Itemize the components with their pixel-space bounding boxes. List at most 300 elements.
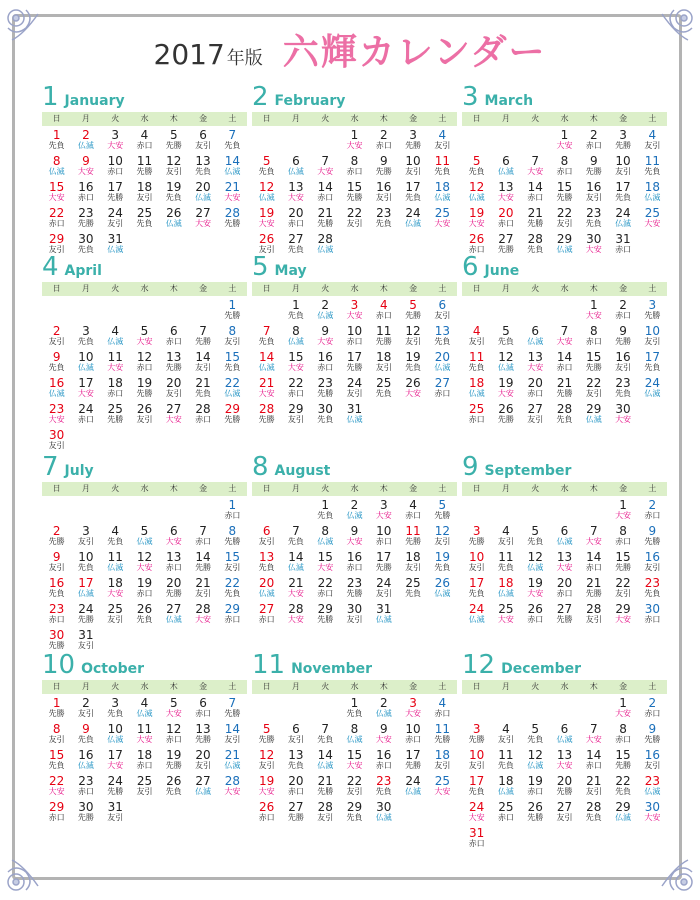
rokuyo-label: 仏滅 [585,415,602,424]
rokuyo-label: 先負 [224,589,241,598]
day-cell [71,377,100,403]
day-number: 29 [224,402,240,416]
day-number: 30 [49,628,65,642]
rokuyo-label: 赤口 [375,537,392,546]
weekday-label: 金 [199,484,208,493]
rokuyo-label: 仏滅 [317,311,334,320]
day-cell [579,403,608,429]
day-cell [369,697,398,723]
day-cell [369,551,398,577]
day-cell [42,155,71,181]
rokuyo-label: 先負 [644,167,661,176]
day-number: 6 [169,324,178,338]
day-cell [491,577,520,603]
day-number: 1 [560,128,569,142]
month-block [252,82,457,272]
day-cell [462,827,491,853]
day-number: 15 [224,350,240,364]
month-name: October [81,661,145,677]
day-cell [398,207,427,233]
month-header [252,252,457,280]
rokuyo-label: 仏滅 [615,219,632,228]
weekday-label: 月 [501,114,510,123]
day-number: 22 [49,774,65,788]
weekday-label: 木 [169,484,178,493]
day-cell [521,723,550,749]
day-number: 10 [78,350,94,364]
day-number: 17 [469,576,485,590]
day-cell [71,207,100,233]
day-cell [218,403,247,429]
day-number: 8 [321,524,330,538]
day-cell [638,723,667,749]
day-cell [340,775,369,801]
day-cell [281,325,310,351]
day-number: 6 [438,298,447,312]
day-cell [340,723,369,749]
rokuyo-label: 赤口 [468,415,485,424]
day-number: 29 [224,602,240,616]
empty-cell [101,299,130,325]
empty-cell [550,299,579,325]
weekday-label: 火 [321,284,330,293]
rokuyo-label: 仏滅 [287,563,304,572]
rokuyo-label: 仏滅 [258,193,275,202]
day-number: 3 [82,524,90,538]
month-number: 3 [462,82,479,112]
month-block [42,82,247,272]
month-name: June [484,263,520,279]
month-block [462,650,667,848]
day-number: 24 [469,800,485,814]
day-cell [218,603,247,629]
rokuyo-label: 先負 [346,813,363,822]
day-number: 23 [644,774,660,788]
day-cell [550,181,579,207]
day-cell [398,749,427,775]
day-cell [579,525,608,551]
day-number: 30 [78,800,94,814]
rokuyo-label: 先負 [527,735,544,744]
day-cell [252,155,281,181]
rokuyo-label: 先勝 [497,245,514,254]
day-number: 4 [502,722,510,736]
weekday-label: 水 [140,484,149,493]
rokuyo-label: 仏滅 [317,761,334,770]
day-cell [42,801,71,827]
day-number: 16 [376,748,392,762]
rokuyo-label: 友引 [375,589,392,598]
day-cell [252,351,281,377]
day-number: 20 [288,774,304,788]
rokuyo-label: 先負 [258,563,275,572]
rokuyo-label: 赤口 [468,245,485,254]
day-number: 7 [531,154,540,168]
day-number: 7 [262,324,271,338]
day-cell [71,775,100,801]
rokuyo-label: 大安 [136,337,153,346]
rokuyo-label: 赤口 [77,193,94,202]
rokuyo-label: 先負 [136,615,153,624]
day-cell [71,129,100,155]
day-cell [159,603,188,629]
day-number: 7 [228,128,237,142]
day-cell [42,697,71,723]
rokuyo-label: 先負 [375,219,392,228]
weekday-label: 土 [438,284,447,293]
empty-cell [281,129,310,155]
day-number: 9 [619,324,627,338]
day-number: 25 [136,206,153,220]
month-name: August [274,463,331,479]
rokuyo-label: 仏滅 [287,337,304,346]
day-number: 18 [498,576,514,590]
weekday-label: 日 [472,682,481,691]
weekday-label: 日 [472,114,481,123]
rokuyo-label: 大安 [224,787,241,796]
weekday-header [42,680,247,694]
day-cell [579,299,608,325]
day-cell [252,181,281,207]
day-cell [369,129,398,155]
day-cell [340,129,369,155]
day-number: 13 [556,748,573,762]
weekday-label: 火 [531,284,540,293]
rokuyo-label: 仏滅 [287,167,304,176]
day-grid [252,129,457,259]
rokuyo-label: 先負 [258,337,275,346]
day-number: 4 [409,498,417,512]
empty-cell [188,299,217,325]
day-cell [130,723,159,749]
day-cell [521,377,550,403]
rokuyo-label: 赤口 [434,389,451,398]
day-cell [369,499,398,525]
day-number: 30 [376,800,392,814]
rokuyo-label: 大安 [48,787,65,796]
day-cell [71,603,100,629]
month-number: 2 [252,82,269,112]
weekday-label: 金 [199,682,208,691]
rokuyo-label: 仏滅 [258,363,275,372]
day-cell [491,775,520,801]
rokuyo-label: 仏滅 [224,761,241,770]
rokuyo-label: 友引 [585,615,602,624]
day-number: 3 [409,696,417,710]
empty-cell [462,697,491,723]
day-number: 24 [78,602,94,616]
rokuyo-label: 先負 [287,537,304,546]
rokuyo-label: 先負 [224,363,241,372]
month-header [42,452,247,480]
day-cell [188,377,217,403]
day-cell [281,299,310,325]
rokuyo-label: 友引 [585,787,602,796]
rokuyo-label: 仏滅 [346,415,363,424]
rokuyo-label: 先負 [77,735,94,744]
weekday-label: 土 [228,484,237,493]
day-number: 18 [107,376,123,390]
day-cell [71,551,100,577]
day-number: 1 [619,498,627,512]
day-cell [340,499,369,525]
rokuyo-label: 仏滅 [405,219,422,228]
day-number: 5 [262,154,271,168]
day-number: 15 [586,350,602,364]
rokuyo-label: 赤口 [556,167,573,176]
day-number: 15 [49,180,65,194]
day-number: 24 [469,602,485,616]
day-cell [638,155,667,181]
day-cell [281,551,310,577]
rokuyo-label: 大安 [405,709,422,718]
rokuyo-label: 赤口 [585,141,602,150]
day-number: 18 [376,350,392,364]
rokuyo-label: 先負 [195,167,212,176]
rokuyo-label: 先負 [258,167,275,176]
rokuyo-label: 先負 [165,193,182,202]
day-number: 19 [259,774,275,788]
day-cell [369,723,398,749]
day-cell [281,775,310,801]
day-grid [252,697,457,827]
rokuyo-label: 大安 [434,787,451,796]
day-cell [340,351,369,377]
day-cell [281,351,310,377]
rokuyo-label: 友引 [644,761,661,770]
month-number: 1 [42,82,59,112]
rokuyo-label: 先負 [585,813,602,822]
rokuyo-label: 先負 [48,589,65,598]
month-block [462,252,667,442]
day-number: 10 [376,524,392,538]
day-number: 2 [52,524,61,538]
day-number: 10 [469,748,485,762]
day-number: 16 [317,350,333,364]
weekday-label: 火 [111,114,120,123]
rokuyo-label: 赤口 [195,537,212,546]
rokuyo-label: 大安 [346,141,363,150]
rokuyo-label: 大安 [107,141,124,150]
rokuyo-label: 先勝 [195,563,212,572]
day-cell [281,723,310,749]
day-cell [340,403,369,429]
rokuyo-label: 先勝 [405,537,422,546]
day-number: 6 [502,154,510,168]
day-number: 12 [527,550,543,564]
day-number: 21 [527,206,543,220]
weekday-header [462,680,667,694]
day-cell [188,325,217,351]
rokuyo-label: 先負 [434,563,451,572]
day-cell [550,377,579,403]
day-cell [188,551,217,577]
day-cell [462,723,491,749]
rokuyo-label: 友引 [224,337,241,346]
day-cell [159,181,188,207]
rokuyo-label: 先勝 [165,141,182,150]
rokuyo-label: 先勝 [585,589,602,598]
corner-ornament-icon [650,848,696,894]
rokuyo-label: 先勝 [644,311,661,320]
day-number: 8 [52,154,61,168]
day-cell [428,181,457,207]
day-cell [311,377,340,403]
day-number: 4 [438,128,447,142]
month-number: 7 [42,452,59,482]
day-cell [521,181,550,207]
day-number: 25 [644,206,660,220]
rokuyo-label: 先負 [317,511,334,520]
rokuyo-label: 先勝 [317,219,334,228]
day-number: 11 [469,350,485,364]
rokuyo-label: 先勝 [107,415,124,424]
rokuyo-label: 赤口 [556,363,573,372]
day-cell [188,351,217,377]
weekday-label: 火 [531,484,540,493]
day-number: 12 [166,154,182,168]
day-cell [252,775,281,801]
day-cell [638,499,667,525]
day-cell [608,775,637,801]
day-number: 30 [317,402,333,416]
weekday-label: 土 [648,484,657,493]
day-number: 3 [379,498,388,512]
day-grid [462,129,667,259]
day-number: 27 [166,602,182,616]
weekday-label: 火 [531,682,540,691]
rokuyo-label: 友引 [48,735,65,744]
day-cell [42,403,71,429]
day-number: 25 [107,402,123,416]
rokuyo-label: 先勝 [224,415,241,424]
day-cell [311,525,340,551]
day-cell [218,697,247,723]
rokuyo-label: 大安 [346,537,363,546]
day-number: 2 [379,696,388,710]
rokuyo-label: 赤口 [258,813,275,822]
rokuyo-label: 先負 [615,787,632,796]
day-cell [638,749,667,775]
weekday-label: 日 [52,682,61,691]
day-cell [608,723,637,749]
weekday-label: 月 [291,484,300,493]
day-cell [340,603,369,629]
rokuyo-label: 赤口 [48,615,65,624]
rokuyo-label: 先負 [48,363,65,372]
day-number: 14 [556,350,573,364]
rokuyo-label: 仏滅 [556,537,573,546]
day-cell [311,749,340,775]
day-number: 24 [78,402,94,416]
rokuyo-label: 仏滅 [224,389,241,398]
day-number: 23 [376,774,392,788]
day-number: 7 [560,324,569,338]
day-number: 29 [346,800,363,814]
rokuyo-label: 先勝 [405,761,422,770]
day-number: 25 [469,402,485,416]
day-number: 3 [472,524,481,538]
rokuyo-label: 仏滅 [527,761,544,770]
weekday-label: 火 [321,484,330,493]
day-cell [101,801,130,827]
rokuyo-label: 赤口 [287,389,304,398]
day-cell [71,155,100,181]
weekday-label: 土 [648,682,657,691]
rokuyo-label: 赤口 [136,589,153,598]
rokuyo-label: 仏滅 [136,537,153,546]
rokuyo-label: 先負 [287,761,304,770]
day-number: 13 [259,550,275,564]
rokuyo-label: 友引 [346,787,363,796]
day-number: 13 [166,550,182,564]
weekday-label: 火 [111,484,120,493]
day-cell [521,577,550,603]
month-name: July [64,463,94,479]
rokuyo-label: 大安 [527,363,544,372]
day-number: 29 [615,800,631,814]
day-cell [550,577,579,603]
day-number: 14 [586,748,602,762]
rokuyo-label: 仏滅 [375,709,392,718]
weekday-label: 水 [560,284,569,293]
day-cell [638,801,667,827]
day-number: 4 [648,128,657,142]
day-number: 10 [78,550,94,564]
day-cell [462,181,491,207]
day-number: 13 [166,350,182,364]
empty-cell [281,697,310,723]
day-cell [550,129,579,155]
day-number: 6 [560,524,569,538]
day-grid [42,499,247,655]
day-number: 9 [648,524,657,538]
day-number: 14 [317,180,333,194]
rokuyo-label: 友引 [585,389,602,398]
day-number: 28 [317,800,333,814]
empty-cell [130,499,159,525]
day-grid [42,299,247,455]
day-cell [491,377,520,403]
day-number: 5 [140,324,149,338]
rokuyo-label: 大安 [556,141,573,150]
day-cell [340,325,369,351]
rokuyo-label: 先勝 [77,813,94,822]
day-cell [311,723,340,749]
rokuyo-label: 赤口 [48,813,65,822]
day-cell [608,207,637,233]
day-number: 9 [52,350,61,364]
day-number: 9 [379,722,388,736]
empty-cell [521,697,550,723]
rokuyo-label: 先負 [527,245,544,254]
day-number: 24 [405,774,421,788]
day-number: 9 [82,722,90,736]
day-number: 4 [438,696,447,710]
day-number: 15 [615,748,631,762]
day-cell [311,299,340,325]
day-cell [550,403,579,429]
day-number: 2 [52,324,61,338]
rokuyo-label: 赤口 [346,337,363,346]
rokuyo-label: 仏滅 [527,563,544,572]
rokuyo-label: 先勝 [615,141,632,150]
day-number: 13 [195,722,211,736]
rokuyo-label: 仏滅 [136,709,153,718]
day-cell [340,207,369,233]
rokuyo-label: 赤口 [615,537,632,546]
rokuyo-label: 友引 [556,219,573,228]
